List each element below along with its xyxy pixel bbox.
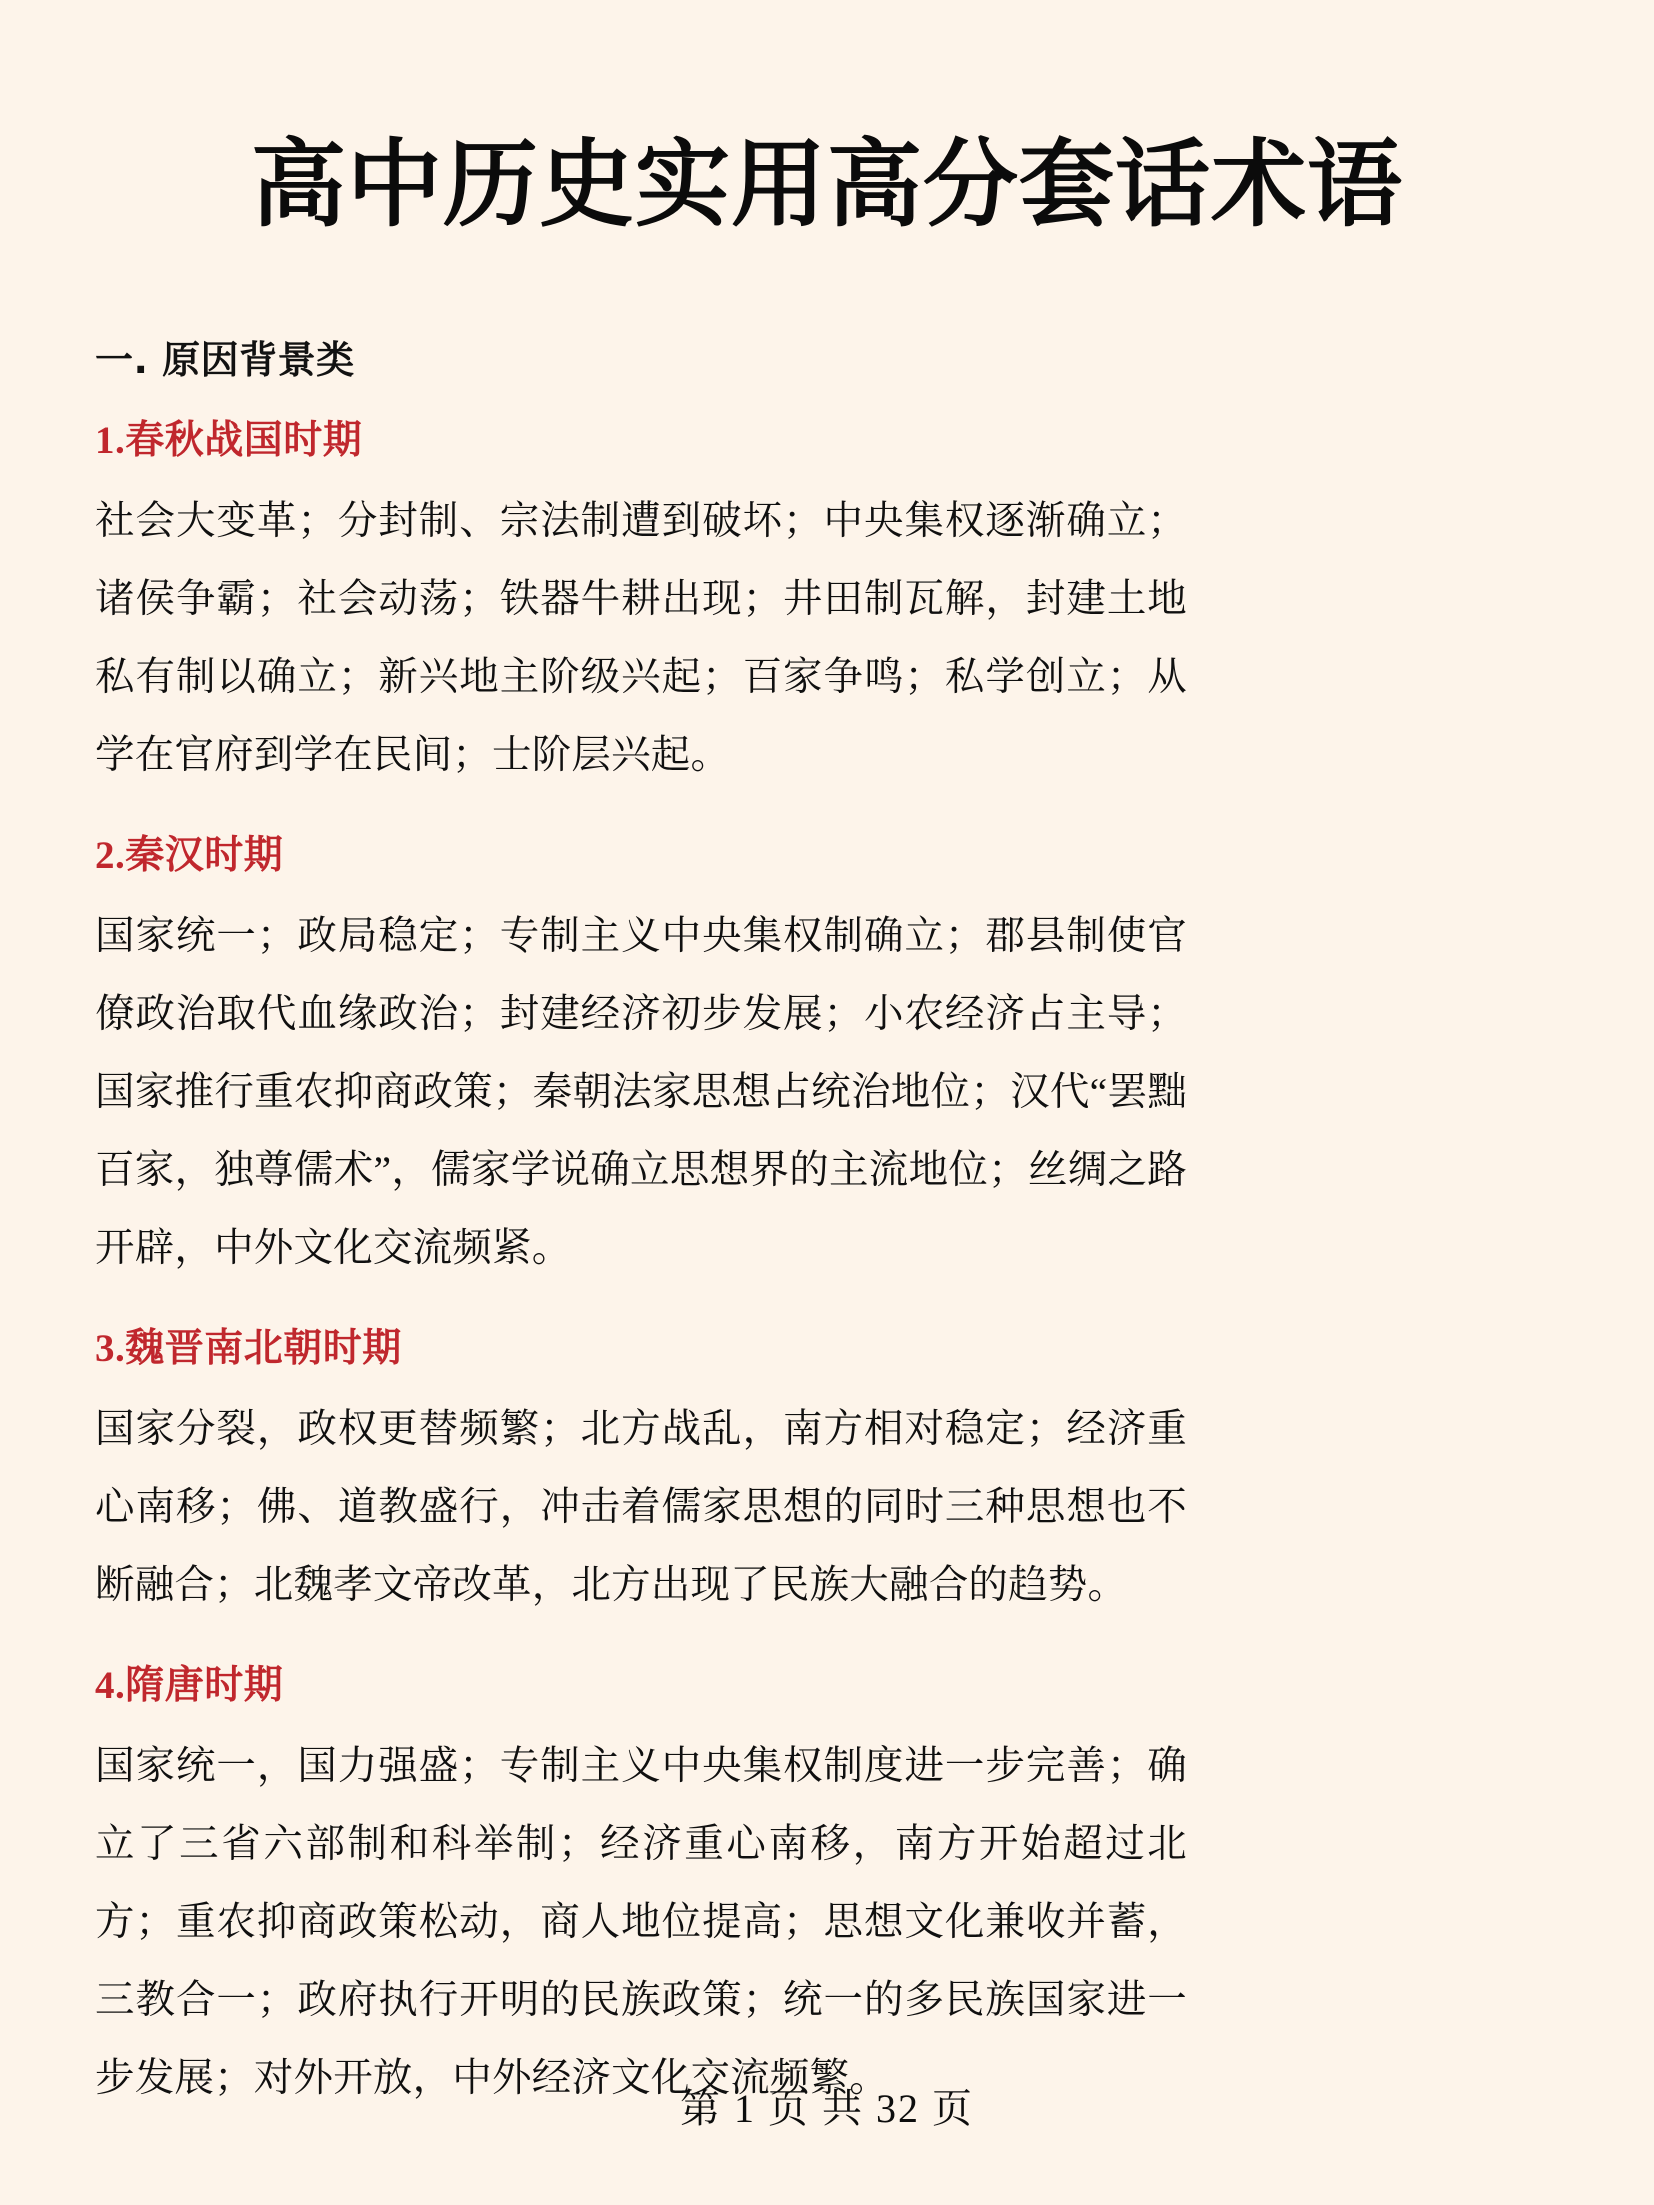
entry-body-2: 国家统一；政局稳定；专制主义中央集权制确立；郡县制使官僚政治取代血缘政治；封建经济初步发展；小农经济占主导；国家推行重农抑商政策；秦朝法家思想占统治地位；汉代“罢黜百家，独尊儒术”，儒家学说确立思想界的主流地位；丝绸之路开辟，中外文化交流频紧。 [95, 914, 1187, 1270]
entry-heading-3: 3.魏晋南北朝时期 [95, 1327, 402, 1370]
entry-heading-2: 2.秦汉时期 [95, 834, 284, 877]
section-heading: 一. 原因背景类 [95, 338, 355, 382]
page-footer: 第 1 页 共 32 页 [680, 2086, 974, 2131]
entry-heading-1: 1.春秋战国时期 [95, 419, 363, 462]
entry-body-1: 社会大变革；分封制、宗法制遭到破坏；中央集权逐渐确立；诸侯争霸；社会动荡；铁器牛耕出现；井田制瓦解，封建土地私有制以确立；新兴地主阶级兴起；百家争鸣；私学创立；从学在官府到学在民间；士阶层兴起。 [95, 499, 1187, 777]
entry-body-3: 国家分裂，政权更替频繁；北方战乱，南方相对稳定；经济重心南移；佛、道教盛行，冲击着儒家思想的同时三种思想也不断融合；北魏孝文帝改革，北方出现了民族大融合的趋势。 [95, 1407, 1187, 1607]
entry-body-4: 国家统一，国力强盛；专制主义中央集权制度进一步完善；确立了三省六部制和科举制；经济重心南移，南方开始超过北方；重农抑商政策松动，商人地位提高；思想文化兼收并蓄，三教合一；政府执行开明的民族政策；统一的多民族国家进一步发展；对外开放，中外经济文化交流频繁。 [95, 1744, 1187, 2100]
entry-heading-4: 4.隋唐时期 [95, 1664, 284, 1707]
page-title: 高中历史实用高分套话术语 [250, 130, 1403, 240]
